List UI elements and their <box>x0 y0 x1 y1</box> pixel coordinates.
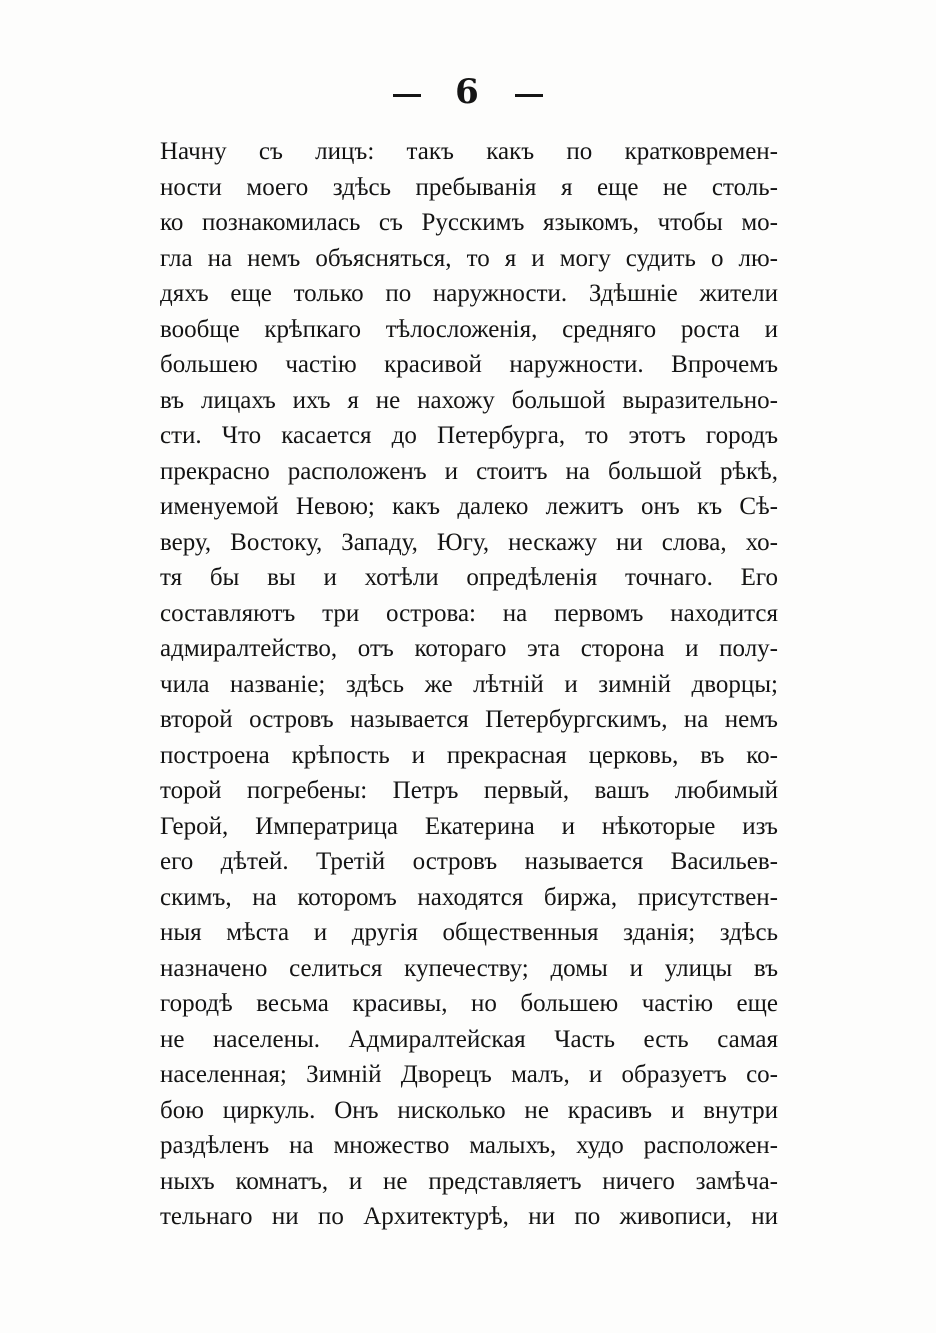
text-line: чила названіе; здѣсь же лѣтній и зимній дворцы; <box>160 670 778 698</box>
text-line: составляютъ три острова: на первомъ находится <box>160 599 778 627</box>
text-line: Начну съ лицъ: такъ какъ по кратковремен- <box>160 138 778 165</box>
text-line: адмиралтейство, отъ котораго эта сторона и полу- <box>160 635 778 662</box>
text-line: веру, Востоку, Западу, Югу, нескажу ни слова, хо- <box>160 528 778 556</box>
text-line: его дѣтей. Третій островъ называется Васильев- <box>160 848 778 875</box>
text-line: тельнаго ни по Архитектурѣ, ни по живописи, ни <box>160 1203 778 1230</box>
text-line: населенная; Зимній Дворецъ малъ, и образуетъ со- <box>160 1061 778 1088</box>
text-line: второй островъ называется Петербургскимъ, на немъ <box>160 706 778 733</box>
text-line: ныхъ комнатъ, и не представляетъ ничего замѣча- <box>160 1167 778 1195</box>
text-line: ныя мѣста и другія общественныя зданія; здѣсь <box>160 919 778 946</box>
text-line: именуемой Невою; какъ далеко лежитъ онъ къ Сѣ- <box>160 493 778 520</box>
page-number: 6 <box>455 72 481 112</box>
text-line: дяхъ еще только по наружности. Здѣшніе жители <box>160 280 778 307</box>
body-text <box>160 134 778 1235</box>
text-line: Герой, Императрица Екатерина и нѣкоторые изъ <box>160 812 778 840</box>
text-line: скимъ, на которомъ находятся биржа, присутствен- <box>160 883 778 911</box>
text-line: торой погребены: Петръ первый, вашъ любимый <box>160 777 778 804</box>
text-line: вообще крѣпкаго тѣлосложенія, средняго роста и <box>160 315 778 343</box>
text-line: городѣ весьма красивы, но большею частію еще <box>160 990 778 1017</box>
text-line: сти. Что касается до Петербурга, то этотъ городъ <box>160 422 778 449</box>
text-line: прекрасно расположенъ и стоитъ на большой рѣкѣ, <box>160 457 778 485</box>
text-line: гла на немъ объясняться, то я и могу судить о лю- <box>160 244 778 272</box>
text-line: назначено селиться купечеству; домы и улицы въ <box>160 954 778 982</box>
text-line: тя бы вы и хотѣли опредѣленія точнаго. Его <box>160 564 778 591</box>
text-line: большею частію красивой наружности. Впрочемъ <box>160 351 778 378</box>
text-line: ко познакомилась съ Русскимъ языкомъ, чтобы мо- <box>160 209 778 236</box>
text-line: не населены. Адмиралтейская Часть есть самая <box>160 1025 778 1053</box>
text-line: раздѣленъ на множество малыхъ, худо расположен- <box>160 1132 778 1159</box>
left-dash <box>393 94 421 97</box>
text-line: построена крѣпость и прекрасная церковь, въ ко- <box>160 741 778 769</box>
right-dash <box>515 94 543 97</box>
text-line: ности моего здѣсь пребыванія я еще не столь- <box>160 173 778 201</box>
text-line: въ лицахъ ихъ я не нахожу большой выразительно- <box>160 386 778 414</box>
text-line: бою циркуль. Онъ нисколько не красивъ и внутри <box>160 1096 778 1124</box>
page-number-header <box>0 72 936 112</box>
